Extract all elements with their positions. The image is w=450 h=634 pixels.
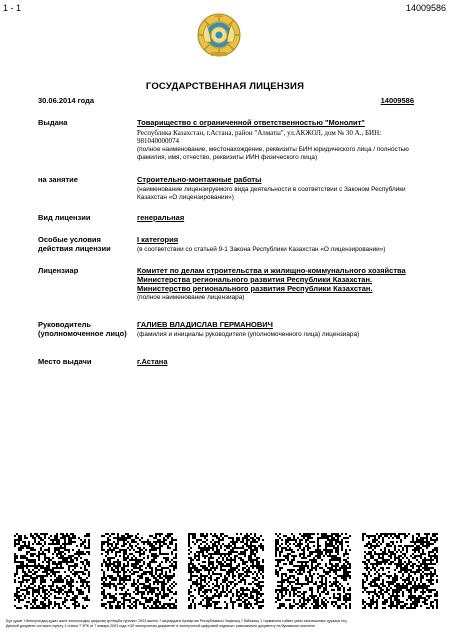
head-note: (фамилия и инициалы руководителя (уполномоченного лица) лицензиара)	[137, 331, 360, 338]
barcode-5	[362, 533, 438, 609]
conditions-block	[137, 235, 415, 254]
license-date: 30.06.2014 года	[38, 96, 95, 105]
activity-block	[137, 175, 415, 202]
activity-label: на занятие	[38, 175, 78, 184]
barcode-1	[14, 533, 90, 609]
licensor-label: Лицензиар	[38, 266, 79, 275]
barcode-4	[275, 533, 351, 609]
issued-note: (полное наименование, местонахождение, реквизиты БИН юридического лица / полностью фамилия, имя, отчество, реквизиты ИИН физического лица)	[137, 146, 409, 161]
barcode-3	[188, 533, 264, 609]
license-type-value: генеральная	[137, 213, 185, 222]
license-number: 14009586	[380, 96, 414, 105]
conditions-note: (в соответствии со статьей 9-1 Закона Республики Казахстан «О лицензировании»)	[137, 246, 386, 253]
issued-label: Выдана	[38, 118, 68, 127]
barcode-2	[101, 533, 177, 609]
licensor-note: (полное наименование лицензиара)	[137, 294, 245, 301]
footer-line-ru: Данный документ согласно пункту 1 статьи 7 ЗРК от 7 января 2003 года «Об электронном документе и электронной цифровой подписи» равнозначен документу на бумажном носителе.	[6, 624, 316, 628]
top-doc-number: 14009586	[405, 3, 446, 13]
license-title: ГОСУДАРСТВЕННАЯ ЛИЦЕНЗИЯ	[145, 81, 305, 92]
conditions-value: I категория	[137, 235, 179, 244]
issued-block	[137, 118, 415, 162]
place-label: Место выдачи	[38, 357, 92, 366]
company-name: Товарищество с ограниченной ответственностью "Монолит"	[137, 118, 365, 127]
footer-line-kz: Бұл құжат «Электрондық құжат және электрондық цифрлық қолтаңба туралы» 2003 жылғы 7 қаңтардағы Қазақстан Республикасы Заңының 7 бабының 1 тармағына сәйкес қағаз тасығыштағы құжатқа тең.	[6, 619, 348, 623]
company-address: Республика Казахстан, г.Астана, район "Алматы", ул.АКЖОЛ, дом № 30 А., БИН: 981040000074	[137, 129, 382, 145]
footer-notice	[6, 619, 446, 629]
license-type-label: Вид лицензии	[38, 213, 91, 222]
licensor-value: Комитет по делам строительства и жилищно-коммунального хозяйства Министерства регионального развития Республики Казахстан. Министерство регионального развития Республики Казахстан.	[137, 266, 406, 293]
head-block	[137, 320, 415, 339]
place-value: г.Астана	[137, 357, 168, 366]
page-indicator: 1 - 1	[3, 3, 22, 13]
licensor-block	[137, 266, 415, 302]
head-label: Руководитель (уполномоченное лицо)	[38, 320, 127, 338]
activity-value: Строительно-монтажные работы	[137, 175, 262, 184]
conditions-label: Особые условия действия лицензии	[38, 235, 111, 253]
kazakhstan-emblem-icon	[196, 12, 242, 58]
head-value: ГАЛИЕВ ВЛАДИСЛАВ ГЕРМАНОВИЧ	[137, 320, 273, 329]
activity-note: (наименование лицензируемого вида деятельности в соответствии с Законом Республики Казахстан «О лицензировании»)	[137, 186, 406, 201]
